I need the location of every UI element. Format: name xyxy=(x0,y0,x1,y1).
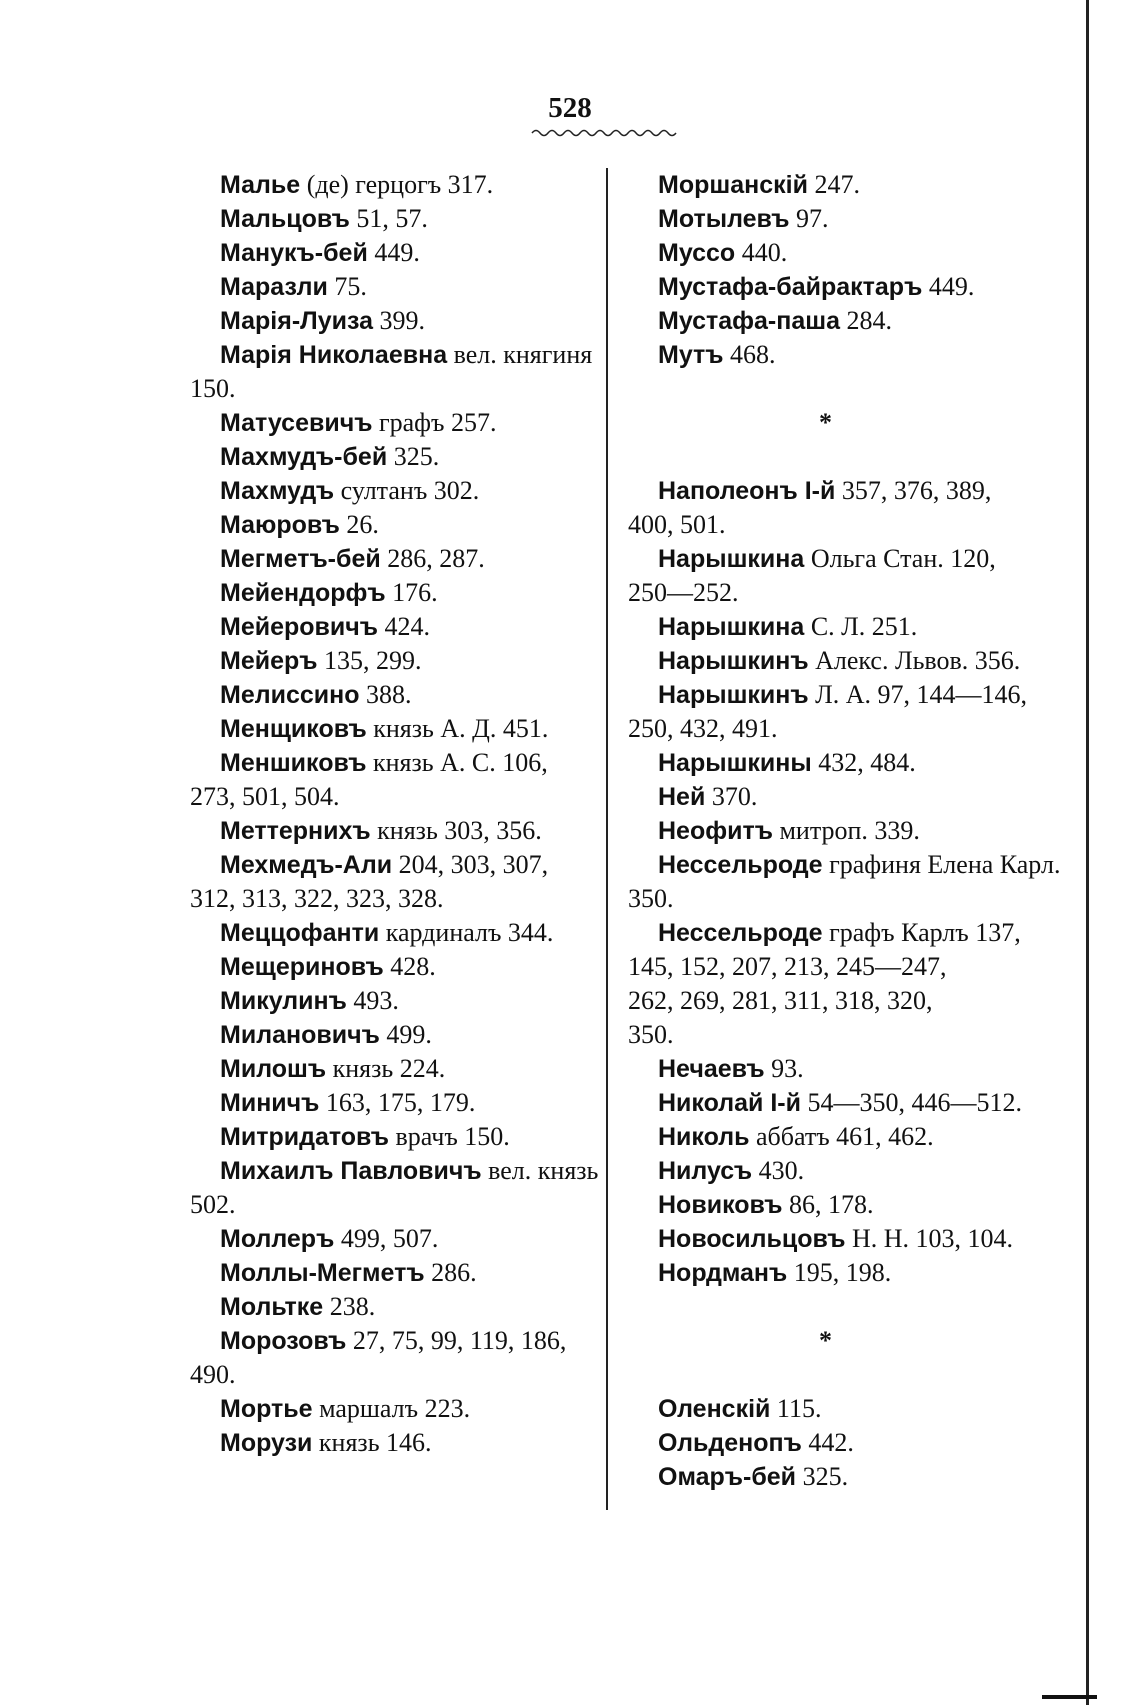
index-column-right xyxy=(628,168,1061,1494)
index-entry xyxy=(628,644,1023,678)
entry-name: Мейеровичъ xyxy=(220,613,379,641)
entry-details: врачъ 150. xyxy=(389,1122,510,1151)
entry-details: 325. xyxy=(796,1462,849,1491)
index-entry xyxy=(628,1052,1023,1086)
entry-details: Н. Н. 103, 104. xyxy=(845,1224,1014,1253)
bottom-edge-mark xyxy=(1042,1695,1097,1699)
entry-details: С. Л. 251. xyxy=(804,612,918,641)
index-entry xyxy=(628,610,1023,644)
index-entry xyxy=(628,1086,1023,1120)
index-entry xyxy=(190,1392,590,1426)
index-entry xyxy=(190,1086,590,1120)
entry-name: Нарышкина xyxy=(658,613,805,641)
entry-name: Оленскій xyxy=(658,1395,771,1423)
entry-details: 428. xyxy=(383,952,436,981)
entry-details: князь А. С. 106, xyxy=(366,748,548,777)
entry-name: Нилусъ xyxy=(658,1157,753,1185)
index-entry-continuation xyxy=(628,1018,1023,1052)
index-entry xyxy=(628,1256,1023,1290)
index-entry xyxy=(628,814,1023,848)
entry-name: Нессельроде xyxy=(658,919,823,947)
entry-name: Мустафа-байрактаръ xyxy=(658,273,923,301)
index-entry xyxy=(628,304,1023,338)
entry-details: вел. князь xyxy=(481,1156,599,1185)
index-entry xyxy=(628,236,1023,270)
entry-details: вел. княгиня xyxy=(447,340,593,369)
entry-name: Мольтке xyxy=(220,1293,324,1321)
entry-details: 250, 432, 491. xyxy=(628,714,778,743)
entry-name: Меншиковъ xyxy=(220,749,367,777)
index-column-left xyxy=(190,168,599,1460)
entry-details: 145, 152, 207, 213, 245—247, xyxy=(628,952,947,981)
entry-details: графъ 257. xyxy=(372,408,497,437)
entry-name: Малье xyxy=(220,171,301,199)
entry-name: Мегметъ-бей xyxy=(220,545,381,573)
entry-name: Милошъ xyxy=(220,1055,327,1083)
entry-details: 284. xyxy=(840,306,893,335)
entry-details: аббатъ 461, 462. xyxy=(749,1122,934,1151)
entry-name: Ольденопъ xyxy=(658,1429,802,1457)
entry-name: Ней xyxy=(658,783,706,811)
entry-details: 150. xyxy=(190,374,236,403)
index-entry xyxy=(190,1222,590,1256)
index-entry xyxy=(190,474,590,508)
entry-details: 400, 501. xyxy=(628,510,726,539)
entry-name: Нарышкинъ xyxy=(658,647,809,675)
index-entry xyxy=(190,712,590,746)
index-entry xyxy=(190,1256,590,1290)
entry-name: Нарышкинъ xyxy=(658,681,809,709)
entry-details: 195, 198. xyxy=(787,1258,892,1287)
entry-name: Муссо xyxy=(658,239,736,267)
index-entry xyxy=(190,508,590,542)
entry-details: 493. xyxy=(346,986,399,1015)
blank-line xyxy=(628,440,1023,474)
entry-details: князь 146. xyxy=(312,1428,432,1457)
index-entry xyxy=(628,780,1023,814)
index-entry xyxy=(190,610,590,644)
entry-details: 350. xyxy=(628,884,674,913)
section-separator-asterisk: * xyxy=(819,408,832,437)
entry-details: 499. xyxy=(379,1020,432,1049)
entry-details: митроп. 339. xyxy=(772,816,920,845)
entry-details: графъ Карлъ 137, xyxy=(822,918,1021,947)
index-entry xyxy=(190,406,590,440)
index-entry xyxy=(190,848,590,882)
entry-details: 247. xyxy=(807,170,860,199)
index-entry xyxy=(628,338,1023,372)
index-entry xyxy=(628,1392,1023,1426)
entry-name: Марія Николаевна xyxy=(220,341,448,369)
entry-details: 51, 57. xyxy=(349,204,428,233)
entry-details: 86, 178. xyxy=(782,1190,874,1219)
entry-details: 430. xyxy=(752,1156,805,1185)
index-entry xyxy=(190,1018,590,1052)
index-entry xyxy=(190,168,590,202)
entry-details: Л. А. 97, 144—146, xyxy=(808,680,1028,709)
entry-name: Мустафа-паша xyxy=(658,307,841,335)
entry-details: 502. xyxy=(190,1190,236,1219)
entry-details: 115. xyxy=(770,1394,822,1423)
entry-name: Моршанскій xyxy=(658,171,808,199)
entry-details: 93. xyxy=(764,1054,804,1083)
index-entry-continuation xyxy=(628,508,1023,542)
entry-name: Наполеонъ I-й xyxy=(658,477,836,505)
entry-details: 97. xyxy=(789,204,829,233)
entry-details: 238. xyxy=(323,1292,376,1321)
entry-name: Новиковъ xyxy=(658,1191,783,1219)
entry-name: Марія-Луиза xyxy=(220,307,373,335)
entry-details: 286, 287. xyxy=(380,544,485,573)
entry-details: 370. xyxy=(705,782,758,811)
blank-line xyxy=(628,372,1023,406)
index-entry xyxy=(190,644,590,678)
index-entry xyxy=(628,168,1023,202)
entry-details: графиня Елена Карл. xyxy=(822,850,1061,879)
index-entry xyxy=(190,678,590,712)
index-entry xyxy=(190,202,590,236)
index-entry-continuation xyxy=(190,882,590,916)
entry-details: 490. xyxy=(190,1360,236,1389)
section-separator-asterisk: * xyxy=(819,1326,832,1355)
entry-details: 357, 376, 389, xyxy=(835,476,992,505)
index-entry xyxy=(628,1222,1023,1256)
entry-details: 176. xyxy=(385,578,438,607)
index-entry-continuation xyxy=(628,984,1023,1018)
entry-name: Морозовъ xyxy=(220,1327,347,1355)
index-entry xyxy=(190,1290,590,1324)
index-entry-continuation xyxy=(628,712,1023,746)
entry-name: Нордманъ xyxy=(658,1259,788,1287)
entry-name: Омаръ-бей xyxy=(658,1463,797,1491)
page-number: 528 xyxy=(548,92,592,124)
index-entry xyxy=(190,1154,599,1188)
entry-details: 350. xyxy=(628,1020,674,1049)
entry-details: князь 303, 356. xyxy=(370,816,542,845)
index-entry xyxy=(190,1426,590,1460)
entry-details: 273, 501, 504. xyxy=(190,782,340,811)
entry-name: Николь xyxy=(658,1123,750,1151)
entry-details: 468. xyxy=(723,340,776,369)
entry-details: князь 224. xyxy=(326,1054,446,1083)
entry-details: 163, 175, 179. xyxy=(319,1088,476,1117)
entry-details: Алекс. Львов. 356. xyxy=(808,646,1021,675)
entry-details: 432, 484. xyxy=(811,748,916,777)
entry-name: Моллеръ xyxy=(220,1225,335,1253)
entry-name: Махмудъ xyxy=(220,477,335,505)
index-entry xyxy=(190,542,590,576)
entry-name: Мальцовъ xyxy=(220,205,350,233)
entry-details: 27, 75, 99, 119, 186, xyxy=(346,1326,567,1355)
index-entry xyxy=(190,304,590,338)
index-entry xyxy=(190,1324,590,1358)
column-divider xyxy=(606,168,608,1510)
index-entry-continuation xyxy=(190,1358,590,1392)
index-entry xyxy=(190,1052,590,1086)
entry-name: Новосильцовъ xyxy=(658,1225,846,1253)
entry-details: 440. xyxy=(735,238,788,267)
entry-details: 286. xyxy=(424,1258,477,1287)
index-entry xyxy=(628,1460,1023,1494)
entry-name: Мелиссино xyxy=(220,681,360,709)
entry-name: Мехмедъ-Али xyxy=(220,851,393,879)
entry-details: султанъ 302. xyxy=(334,476,480,505)
entry-details: кардиналъ 344. xyxy=(379,918,554,947)
index-entry-continuation xyxy=(190,372,590,406)
entry-details: Ольга Стан. 120, xyxy=(804,544,996,573)
index-entry xyxy=(628,270,1023,304)
entry-name: Митридатовъ xyxy=(220,1123,390,1151)
entry-details: 442. xyxy=(801,1428,854,1457)
entry-name: Микулинъ xyxy=(220,987,347,1015)
entry-details: 54—350, 446—512. xyxy=(801,1088,1022,1117)
entry-name: Нарышкина xyxy=(658,545,805,573)
index-entry-continuation xyxy=(190,780,590,814)
index-entry xyxy=(628,542,1023,576)
index-entry xyxy=(190,236,590,270)
blank-line xyxy=(628,1290,1023,1324)
entry-name: Мещериновъ xyxy=(220,953,384,981)
entry-name: Меттернихъ xyxy=(220,817,371,845)
entry-details: 499, 507. xyxy=(334,1224,439,1253)
entry-name: Мейендорфъ xyxy=(220,579,386,607)
entry-name: Матусевичъ xyxy=(220,409,373,437)
entry-name: Николай I-й xyxy=(658,1089,801,1117)
index-entry xyxy=(190,814,590,848)
entry-details: 449. xyxy=(367,238,420,267)
entry-details: князь А. Д. 451. xyxy=(366,714,549,743)
entry-name: Нессельроде xyxy=(658,851,823,879)
entry-name: Мотылевъ xyxy=(658,205,790,233)
index-entry xyxy=(190,440,590,474)
index-entry xyxy=(628,678,1028,712)
index-entry xyxy=(628,746,1023,780)
entry-name: Нечаевъ xyxy=(658,1055,765,1083)
entry-details: 325. xyxy=(387,442,440,471)
entry-details: 250—252. xyxy=(628,578,739,607)
index-entry-continuation xyxy=(628,576,1023,610)
entry-details: маршалъ 223. xyxy=(312,1394,471,1423)
entry-details: 312, 313, 322, 323, 328. xyxy=(190,884,444,913)
entry-name: Мортье xyxy=(220,1395,313,1423)
entry-name: Маюровъ xyxy=(220,511,340,539)
entry-name: Мейеръ xyxy=(220,647,318,675)
entry-name: Моллы-Мегметъ xyxy=(220,1259,425,1287)
entry-name: Нарышкины xyxy=(658,749,812,777)
index-entry xyxy=(190,984,590,1018)
index-entry-continuation xyxy=(190,1188,590,1222)
entry-name: Михаилъ Павловичъ xyxy=(220,1157,482,1185)
index-entry xyxy=(628,1426,1023,1460)
index-entry-continuation xyxy=(628,950,1023,984)
entry-name: Маразли xyxy=(220,273,328,301)
entry-details: 26. xyxy=(339,510,379,539)
entry-details: 135, 299. xyxy=(317,646,422,675)
entry-details: 204, 303, 307, xyxy=(392,850,549,879)
index-entry xyxy=(190,950,590,984)
index-entry xyxy=(190,338,593,372)
index-entry xyxy=(190,916,590,950)
entry-name: Манукъ-бей xyxy=(220,239,368,267)
index-entry xyxy=(190,746,590,780)
index-entry xyxy=(628,1120,1023,1154)
entry-name: Менщиковъ xyxy=(220,715,367,743)
page-edge-line xyxy=(1086,0,1089,1705)
entry-details: 262, 269, 281, 311, 318, 320, xyxy=(628,986,933,1015)
entry-name: Неофитъ xyxy=(658,817,773,845)
index-entry xyxy=(628,474,1023,508)
entry-details: 388. xyxy=(359,680,412,709)
entry-details: 399. xyxy=(372,306,425,335)
index-entry xyxy=(628,916,1023,950)
entry-name: Мутъ xyxy=(658,341,724,369)
entry-details: 449. xyxy=(922,272,975,301)
entry-details: (де) герцогъ 317. xyxy=(300,170,494,199)
index-entry xyxy=(628,202,1023,236)
index-entry xyxy=(190,1120,590,1154)
entry-details: 424. xyxy=(378,612,431,641)
index-entry xyxy=(190,270,590,304)
entry-details: 75. xyxy=(327,272,367,301)
blank-line xyxy=(628,1358,1023,1392)
index-entry xyxy=(190,576,590,610)
entry-name: Махмудъ-бей xyxy=(220,443,388,471)
entry-name: Милановичъ xyxy=(220,1021,380,1049)
index-entry-continuation xyxy=(628,882,1023,916)
index-entry xyxy=(628,1154,1023,1188)
index-entry xyxy=(628,1188,1023,1222)
entry-name: Меццофанти xyxy=(220,919,380,947)
decorative-wave-rule xyxy=(532,126,682,140)
entry-name: Миничъ xyxy=(220,1089,320,1117)
index-entry xyxy=(628,848,1061,882)
entry-name: Морузи xyxy=(220,1429,313,1457)
